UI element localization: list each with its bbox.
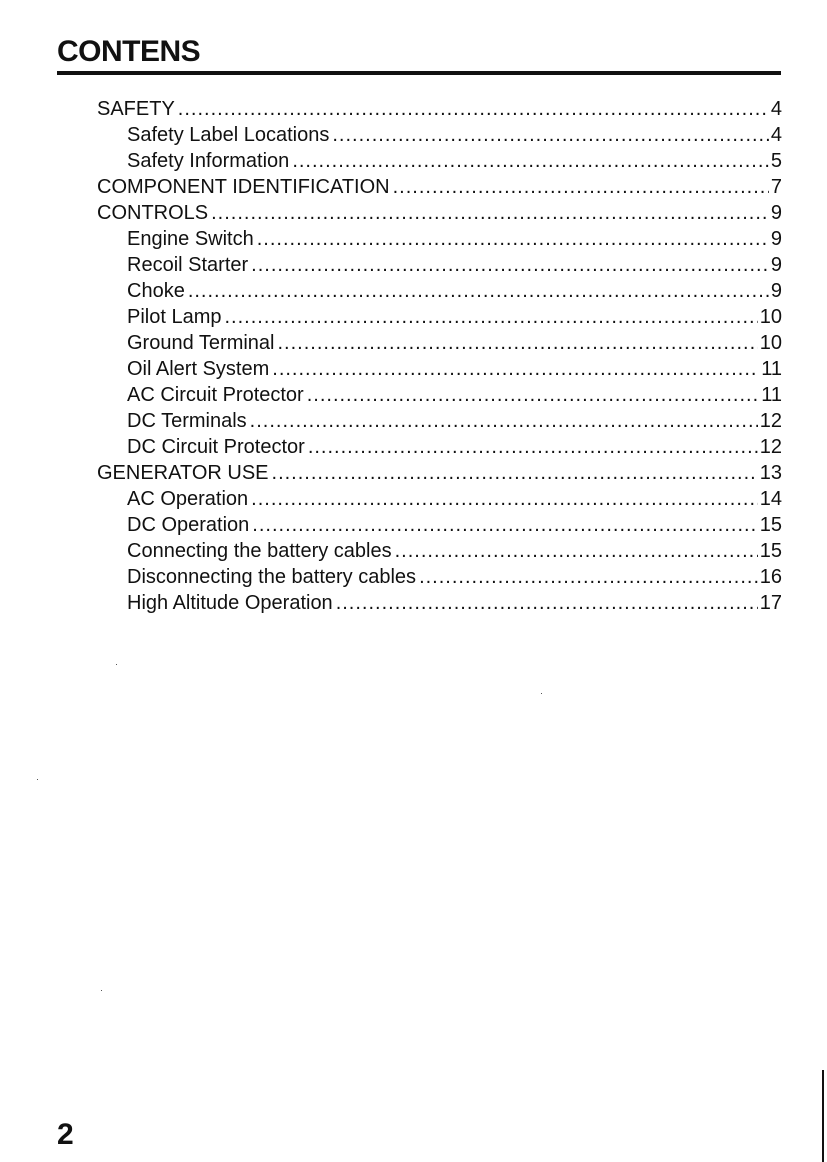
toc-entry-label: Recoil Starter: [127, 254, 249, 276]
toc-entry-label: GENERATOR USE: [97, 462, 269, 484]
toc-entry-page: 7: [770, 176, 782, 198]
toc-entry-page: 11: [761, 358, 782, 380]
toc-dot-leader: [419, 564, 758, 590]
toc-dot-leader: [211, 200, 769, 226]
toc-dot-leader: [250, 408, 758, 434]
toc-entry-label: DC Operation: [127, 514, 250, 536]
scan-speck: [101, 990, 102, 991]
toc-entry: [97, 200, 782, 226]
toc-dot-leader: [178, 96, 769, 122]
page-title: CONTENS: [57, 35, 201, 68]
scan-speck: [37, 779, 38, 780]
toc-entry-label: Oil Alert System: [127, 358, 270, 380]
scan-speck: [116, 664, 117, 665]
toc-entry-label: AC Operation: [127, 488, 249, 510]
toc-entry-page: 10: [759, 332, 782, 354]
toc-dot-leader: [188, 278, 769, 304]
toc-entry: [97, 304, 782, 330]
toc-entry: [97, 148, 782, 174]
page-number: 2: [57, 1118, 74, 1151]
toc-entry-page: 12: [759, 410, 782, 432]
toc-entry: [97, 330, 782, 356]
toc-entry: [97, 434, 782, 460]
toc-entry-page: 9: [770, 202, 782, 224]
toc-entry-label: Disconnecting the battery cables: [127, 566, 417, 588]
toc-entry-page: 12: [759, 436, 782, 458]
toc-entry: [97, 460, 782, 486]
toc-entry-label: Pilot Lamp: [127, 306, 222, 328]
toc-entry-label: COMPONENT IDENTIFICATION: [97, 176, 390, 198]
toc-entry-label: DC Terminals: [127, 410, 247, 432]
toc-dot-leader: [277, 330, 757, 356]
toc-dot-leader: [272, 460, 758, 486]
scan-edge-line: [822, 1070, 824, 1162]
scan-speck: [541, 693, 542, 694]
toc-entry-label: Safety Label Locations: [127, 124, 330, 146]
toc-dot-leader: [225, 304, 758, 330]
toc-entry-page: 15: [759, 514, 782, 536]
toc-dot-leader: [307, 382, 760, 408]
toc-entry-label: High Altitude Operation: [127, 592, 333, 614]
toc-entry-page: 15: [759, 540, 782, 562]
toc-entry-label: Safety Information: [127, 150, 290, 172]
toc-dot-leader: [272, 356, 759, 382]
toc-entry-page: 4: [770, 124, 782, 146]
toc-dot-leader: [251, 252, 769, 278]
toc-entry-page: 10: [759, 306, 782, 328]
toc-dot-leader: [252, 512, 757, 538]
toc-entry: [97, 226, 782, 252]
toc-entry-page: 11: [761, 384, 782, 406]
toc-dot-leader: [393, 174, 769, 200]
toc-entry: [97, 512, 782, 538]
toc-entry: [97, 564, 782, 590]
toc-entry: [97, 356, 782, 382]
toc-entry: [97, 252, 782, 278]
title-rule: [57, 71, 781, 75]
toc-entry-label: AC Circuit Protector: [127, 384, 304, 406]
toc-entry-page: 13: [759, 462, 782, 484]
table-of-contents: [97, 96, 782, 616]
toc-entry: [97, 278, 782, 304]
toc-entry-label: SAFETY: [97, 98, 175, 120]
toc-entry: [97, 538, 782, 564]
toc-entry-page: 16: [759, 566, 782, 588]
toc-entry-label: Ground Terminal: [127, 332, 275, 354]
toc-entry-page: 5: [770, 150, 782, 172]
toc-entry-page: 17: [759, 592, 782, 614]
toc-dot-leader: [395, 538, 758, 564]
toc-entry: [97, 382, 782, 408]
toc-entry-page: 9: [770, 228, 782, 250]
toc-entry-page: 9: [770, 280, 782, 302]
toc-entry-label: Connecting the battery cables: [127, 540, 392, 562]
toc-entry: [97, 122, 782, 148]
toc-dot-leader: [308, 434, 758, 460]
toc-entry: [97, 174, 782, 200]
toc-entry-label: Choke: [127, 280, 185, 302]
toc-dot-leader: [251, 486, 758, 512]
toc-entry-page: 4: [770, 98, 782, 120]
toc-dot-leader: [292, 148, 769, 174]
toc-entry-page: 14: [759, 488, 782, 510]
toc-entry-label: DC Circuit Protector: [127, 436, 305, 458]
toc-dot-leader: [332, 122, 769, 148]
toc-entry: [97, 408, 782, 434]
toc-dot-leader: [336, 590, 758, 616]
toc-entry: [97, 96, 782, 122]
toc-dot-leader: [257, 226, 769, 252]
toc-entry: [97, 486, 782, 512]
toc-entry-label: Engine Switch: [127, 228, 254, 250]
toc-entry-label: CONTROLS: [97, 202, 209, 224]
toc-entry: [97, 590, 782, 616]
toc-entry-page: 9: [770, 254, 782, 276]
